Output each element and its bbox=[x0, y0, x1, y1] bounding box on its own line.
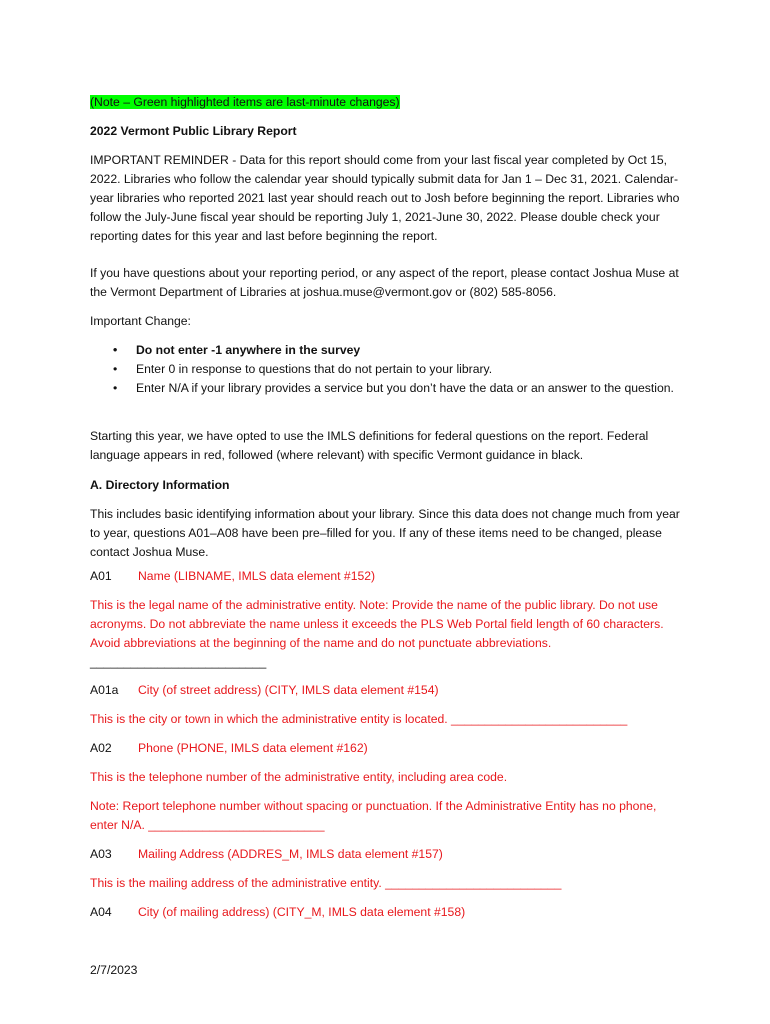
section-a-title: A. Directory Information bbox=[90, 478, 230, 492]
question-label: Mailing Address (ADDRES_M, IMLS data element #157) bbox=[138, 847, 443, 861]
question-code: A03 bbox=[90, 847, 112, 861]
bullet-icon: • bbox=[113, 381, 118, 395]
list-item: • Enter 0 in response to questions that do not pertain to your library. bbox=[90, 360, 680, 379]
report-title: 2022 Vermont Public Library Report bbox=[90, 124, 297, 138]
question-label: City (of mailing address) (CITY_M, IMLS data element #158) bbox=[138, 905, 466, 919]
important-change-label: Important Change: bbox=[90, 314, 191, 328]
question-a02-desc: This is the telephone number of the administrative entity, including area code. bbox=[90, 770, 508, 784]
important-reminder: IMPORTANT REMINDER - Data for this report should come from your last fiscal year completed by Oct 15, 2022. Libraries who follow the calendar year should typically submit data for Jan 1 – Dec 31, 2021. Calendar-year libraries who reported 2021 last year should reach out to Josh before beginning the report. Libraries who follow the July-June fiscal year should be reporting July 1, 2021-June 30, 2022. Please double check your reporting dates for this year and last before beginning the report. bbox=[90, 153, 680, 243]
list-item: • Do not enter -1 anywhere in the survey bbox=[90, 341, 680, 360]
footer-date: 2/7/2023 bbox=[90, 963, 138, 977]
question-label: City (of street address) (CITY, IMLS data element #154) bbox=[138, 683, 439, 697]
question-a03-desc: This is the mailing address of the administrative entity. __________________________ bbox=[90, 876, 562, 890]
bullet-icon: • bbox=[113, 343, 118, 357]
section-a-intro: This includes basic identifying information about your library. Since this data does not change much from year to year, questions A01–A08 have been pre–filled for you. If any of these items need to be changed, please contact Joshua Muse. bbox=[90, 507, 680, 559]
answer-blank-a01[interactable]: __________________________ bbox=[90, 655, 267, 669]
contact-paragraph: If you have questions about your reporting period, or any aspect of the report, please contact Joshua Muse at the Vermont Department of Libraries at joshua.muse@vermont.gov or (802) 585-8056. bbox=[90, 266, 679, 299]
imls-intro: Starting this year, we have opted to use the IMLS definitions for federal questions on the report. Federal language appears in red, followed (where relevant) with specific Vermont guidance in black. bbox=[90, 429, 649, 462]
change-list bbox=[90, 341, 680, 398]
question-code: A02 bbox=[90, 741, 112, 755]
question-a02-note: Note: Report telephone number without spacing or punctuation. If the Administrative Entity has no phone, enter N/A. __________________________ bbox=[90, 799, 657, 832]
question-code: A04 bbox=[90, 905, 112, 919]
question-a01a-desc: This is the city or town in which the administrative entity is located. __________________________ bbox=[90, 712, 628, 726]
question-code: A01a bbox=[90, 683, 119, 697]
question-label: Phone (PHONE, IMLS data element #162) bbox=[138, 741, 368, 755]
bullet-icon: • bbox=[113, 362, 118, 376]
change-note bbox=[90, 93, 680, 112]
green-highlight: (Note – Green highlighted items are last-minute changes) bbox=[90, 95, 400, 109]
question-code: A01 bbox=[90, 569, 112, 583]
question-label: Name (LIBNAME, IMLS data element #152) bbox=[138, 569, 376, 583]
question-a01-desc: This is the legal name of the administrative entity. Note: Provide the name of the public library. Do not use acronyms. Do not abbreviate the name unless it exceeds the PLS Web Portal field length of 60 characters. Avoid abbreviations at the beginning of the name and do not punctuate abbreviations. bbox=[90, 598, 664, 650]
list-item: • Enter N/A if your library provides a service but you don’t have the data or an answer to the question. bbox=[90, 379, 680, 398]
